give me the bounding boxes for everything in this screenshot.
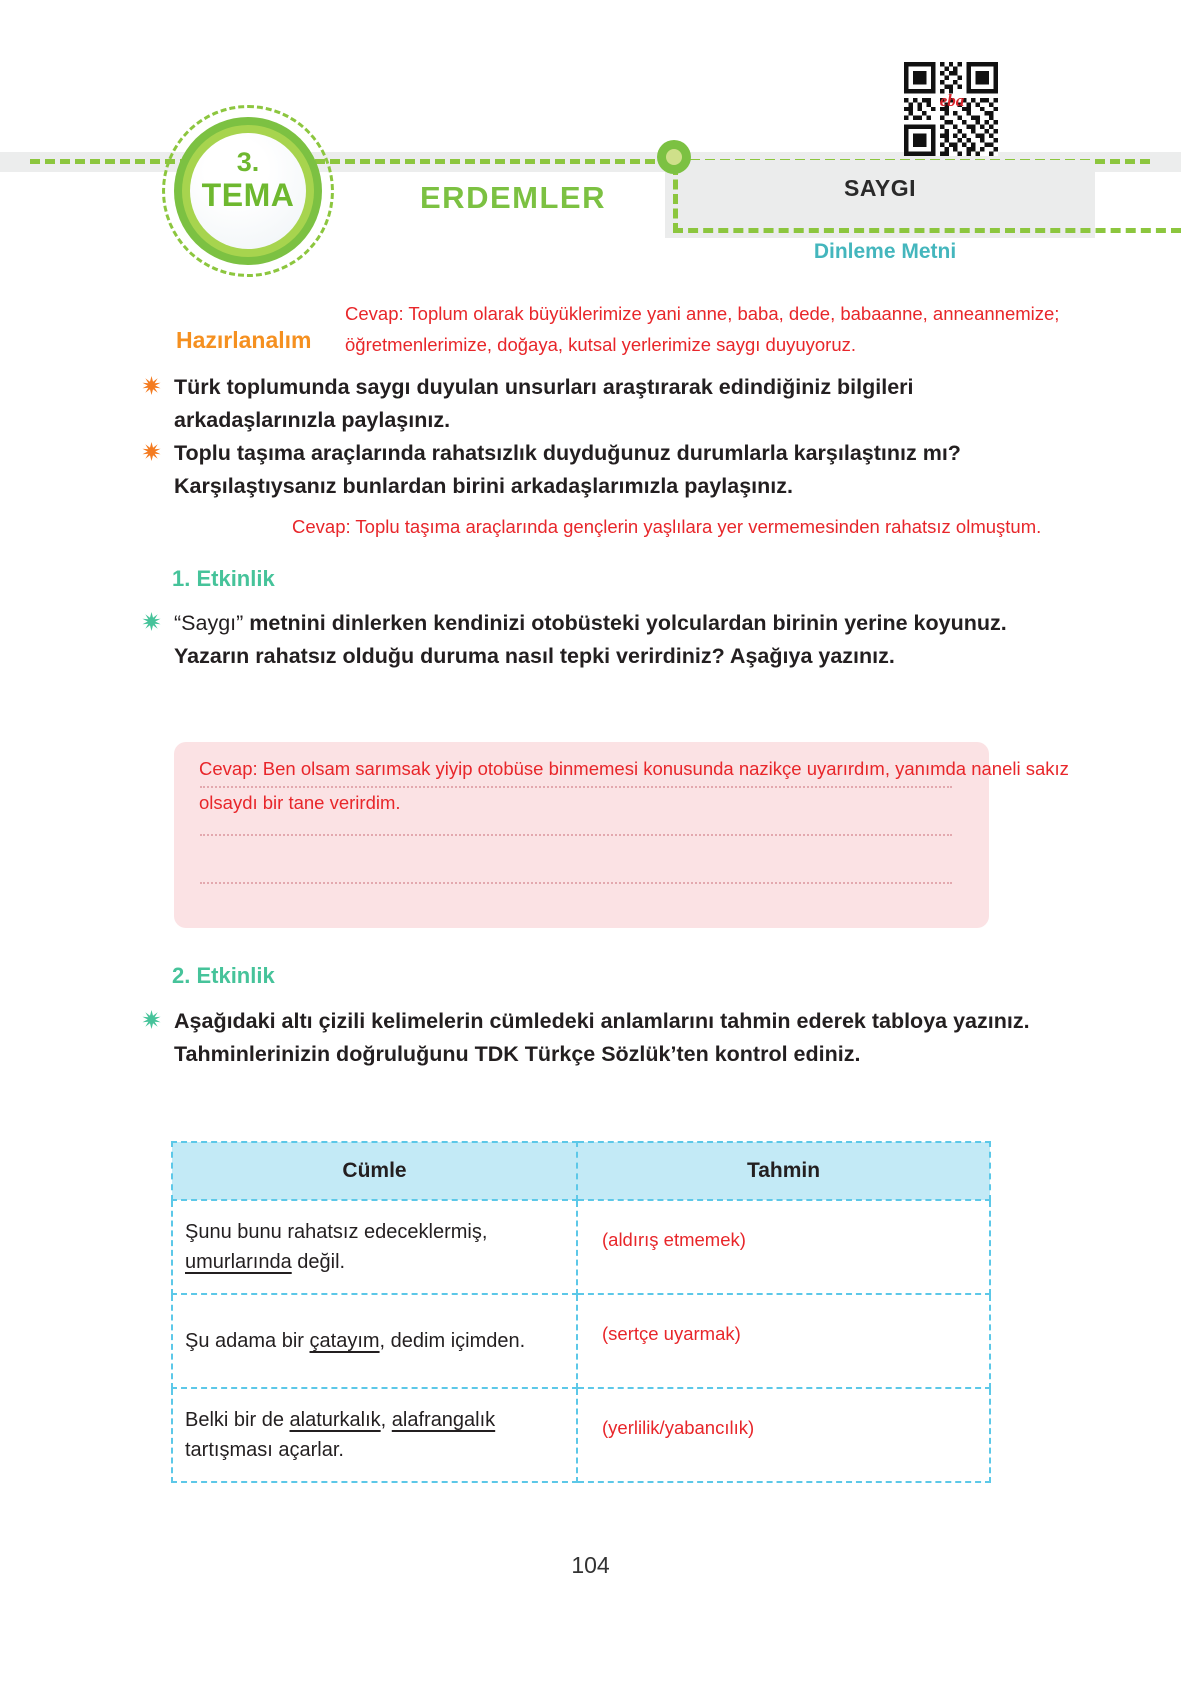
- table-row: [172, 1200, 990, 1294]
- table-header-tahmin: Tahmin: [577, 1142, 990, 1200]
- activity-1-question: [142, 607, 1022, 673]
- timeline-node-icon: [657, 140, 691, 174]
- guess-text: (aldırış etmemek): [602, 1229, 746, 1250]
- sentence-underlined-word: çatayım: [309, 1330, 380, 1352]
- sentence-post: , dedim içimden.: [379, 1330, 526, 1352]
- prepare-question-2-text: Toplu taşıma araçlarında rahatsızlık duyduğunuz durumlarla karşılaştınız mı? Karşılaştıysanız bunlardan birini arkadaşlarımızla paylaşınız.: [174, 441, 961, 498]
- sentence-pre: Şu adama bir: [185, 1330, 310, 1352]
- prepare-question-1-text: Türk toplumunda saygı duyulan unsurları araştırarak edindiğiniz bilgileri arkadaşlarınızla paylaşınız.: [174, 375, 914, 432]
- table-row: [172, 1388, 990, 1482]
- prepare-question-1: [142, 371, 1022, 437]
- activity-2-question-text: Aşağıdaki altı çizili kelimelerin cümledeki anlamlarını tahmin ederek tabloya yazınız. Tahminlerinizin doğruluğunu TDK Türkçe Sözlük’ten kontrol ediniz.: [174, 1009, 1030, 1066]
- activity-1-question-text: [174, 607, 1022, 673]
- activity-2-label: 2. Etkinlik: [172, 963, 275, 988]
- theme-title: ERDEMLER: [420, 180, 606, 215]
- table-header-row: [172, 1142, 990, 1200]
- sentence-post: tartışması açarlar.: [185, 1439, 344, 1461]
- star-bullet-icon: [142, 376, 161, 395]
- text-title-dashed-left: [673, 165, 678, 233]
- sentence-post: değil.: [291, 1251, 346, 1273]
- sentence-underlined-word: umurlarında: [185, 1251, 292, 1273]
- activity-1-quoted-word: “Saygı”: [174, 611, 244, 635]
- table-cell-guess[interactable]: [577, 1200, 990, 1294]
- guess-text: (sertçe uyarmak): [602, 1323, 741, 1344]
- prepare-answer-2: Cevap: Toplu taşıma araçlarında gençlerin yaşlılara yer vermemesinden rahatsız olmuştum.: [292, 516, 1042, 537]
- activity-1-question-rest: metnini dinlerken kendinizi otobüsteki yolculardan birinin yerine koyunuz. Yazarın rahatsız olduğu duruma nasıl tepki verirdiniz? Aşağıya yazınız.: [174, 611, 1007, 668]
- text-title: SAYGI: [844, 175, 916, 201]
- guess-text: (yerlilik/yabancılık): [602, 1417, 755, 1438]
- eba-logo: eba: [939, 91, 965, 110]
- sentence-pre: Belki bir de: [185, 1409, 290, 1431]
- prepare-question-2: [142, 437, 1052, 503]
- theme-badge: [162, 105, 334, 277]
- table-cell-sentence: [172, 1294, 577, 1388]
- prepare-heading: Hazırlanalım: [176, 327, 312, 353]
- text-type-label: Dinleme Metni: [813, 240, 957, 263]
- activity-1-answer-text: Cevap: Ben olsam sarımsak yiyip otobüse binmemesi konusunda nazikçe uyarırdım, yanımda naneli sakız olsaydı bir tane verirdim.: [199, 758, 1069, 813]
- table-header-cumle: Cümle: [172, 1142, 577, 1200]
- prepare-answer: Cevap: Toplum olarak büyüklerimize yani anne, baba, dede, babaanne, anneannemize; öğretmenlerimize, doğaya, kutsal yerlerimize saygı duyuyoruz.: [345, 303, 1060, 355]
- writing-line: [200, 834, 952, 836]
- theme-word: TEMA: [201, 177, 295, 213]
- writing-line: [200, 882, 952, 884]
- star-bullet-icon: [142, 1010, 161, 1029]
- table-row: [172, 1294, 990, 1388]
- text-title-dashed-bottom: [673, 228, 1181, 233]
- table-cell-guess[interactable]: [577, 1388, 990, 1482]
- star-bullet-icon: [142, 612, 161, 631]
- table-cell-sentence: [172, 1388, 577, 1482]
- theme-number: 3.: [236, 147, 260, 177]
- activity-1-label: 1. Etkinlik: [172, 566, 275, 591]
- sentence-mid: ,: [380, 1409, 392, 1431]
- activity-2-question: [142, 1005, 1042, 1071]
- sentence-underlined-word-2: alafrangalık: [391, 1409, 496, 1431]
- sentence-pre: Şunu bunu rahatsız edeceklermiş,: [185, 1221, 488, 1243]
- table-cell-sentence: [172, 1200, 577, 1294]
- page-number: 104: [571, 1552, 610, 1578]
- page-header: [0, 0, 1181, 290]
- prediction-table: [171, 1141, 991, 1483]
- sentence-underlined-word: alaturkalık: [289, 1409, 381, 1431]
- star-bullet-icon: [142, 442, 161, 461]
- table-cell-guess[interactable]: [577, 1294, 990, 1388]
